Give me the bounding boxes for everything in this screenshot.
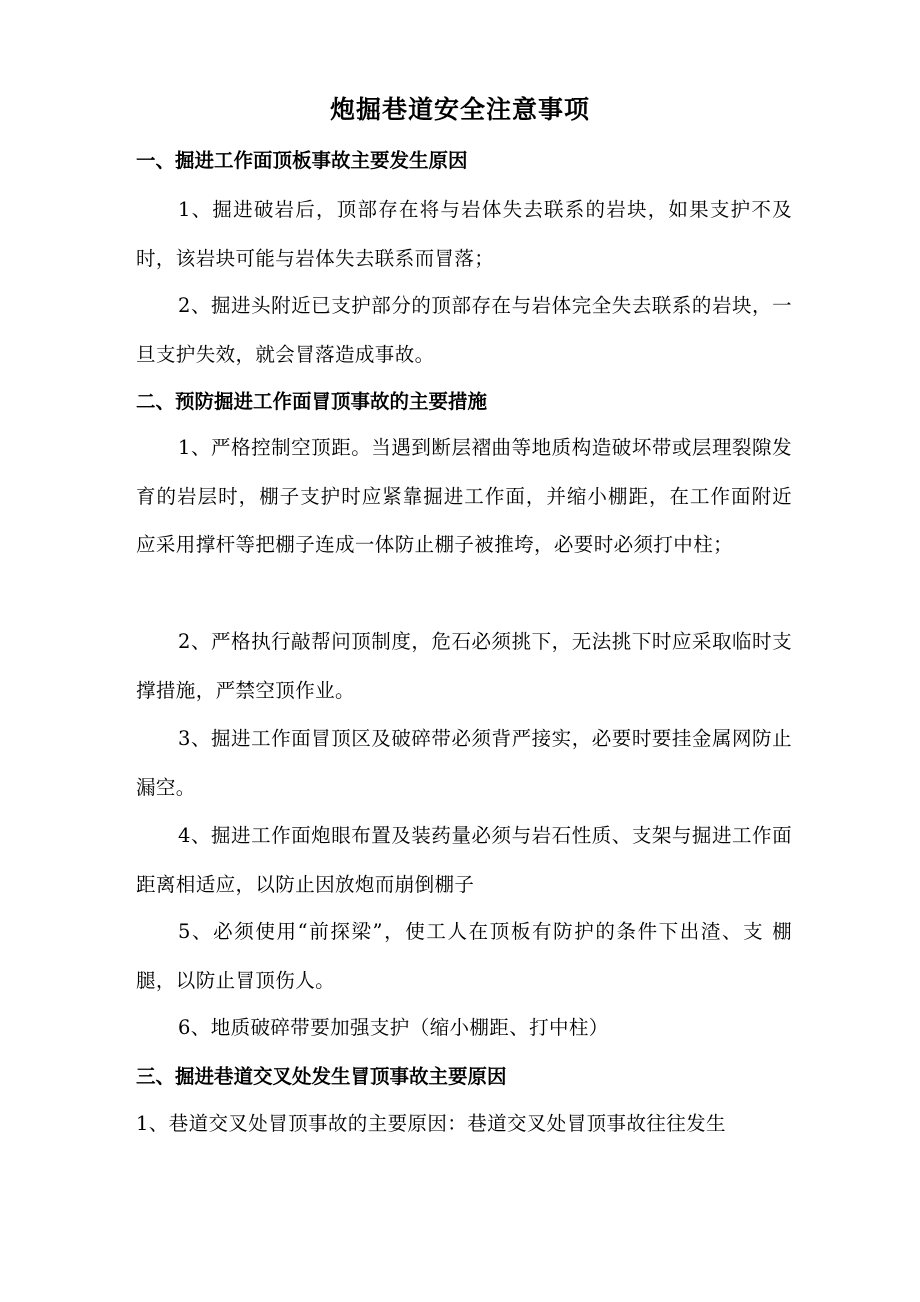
section-2-paragraph-6: 6、地质破碎带要加强支护（缩小棚距、打中柱） [178, 1016, 609, 1039]
section-2-paragraph-2: 2、严格执行敲帮问顶制度，危石必须挑下，无法挑下时应采取临时支撑措施，严禁空顶作业。 [136, 630, 792, 702]
section-heading-2: 二、预防掘进工作面冒顶事故的主要措施 [136, 390, 488, 413]
document-title: 炮掘巷道安全注意事项 [329, 95, 590, 124]
section-3-paragraph-1: 1、巷道交叉处冒顶事故的主要原因：巷道交叉处冒顶事故往往发生 [136, 1112, 726, 1135]
section-1-paragraph-1: 1、掘进破岩后，顶部存在将与岩体失去联系的岩块，如果支护不及时，该岩块可能与岩体失去联系而冒落； [136, 198, 792, 270]
section-heading-3: 三、掘进巷道交叉处发生冒顶事故主要原因 [136, 1065, 507, 1088]
section-2-paragraph-1: 1、严格控制空顶距。当遇到断层褶曲等地质构造破坏带或层理裂隙发育的岩层时，棚子支护时应紧靠掘进工作面，并缩小棚距，在工作面附近应采用撑杆等把棚子连成一体防止棚子被推垮，必要时必须打中柱； [136, 436, 792, 556]
section-2-paragraph-5: 5、必须使用“前探梁”，使工人在顶板有防护的条件下出渣、支 棚腿，以防止冒顶伤人。 [136, 920, 792, 992]
section-1-paragraph-2: 2、掘进头附近已支护部分的顶部存在与岩体完全失去联系的岩块，一旦支护失效，就会冒落造成事故。 [136, 294, 792, 366]
section-2-paragraph-3: 3、掘进工作面冒顶区及破碎带必须背严接实，必要时要挂金属网防止漏空。 [136, 727, 792, 799]
section-2-paragraph-4: 4、掘进工作面炮眼布置及装药量必须与岩石性质、支架与掘进工作面距离相适应，以防止因放炮而崩倒棚子 [136, 824, 792, 896]
section-heading-1: 一、掘进工作面顶板事故主要发生原因 [136, 149, 468, 172]
